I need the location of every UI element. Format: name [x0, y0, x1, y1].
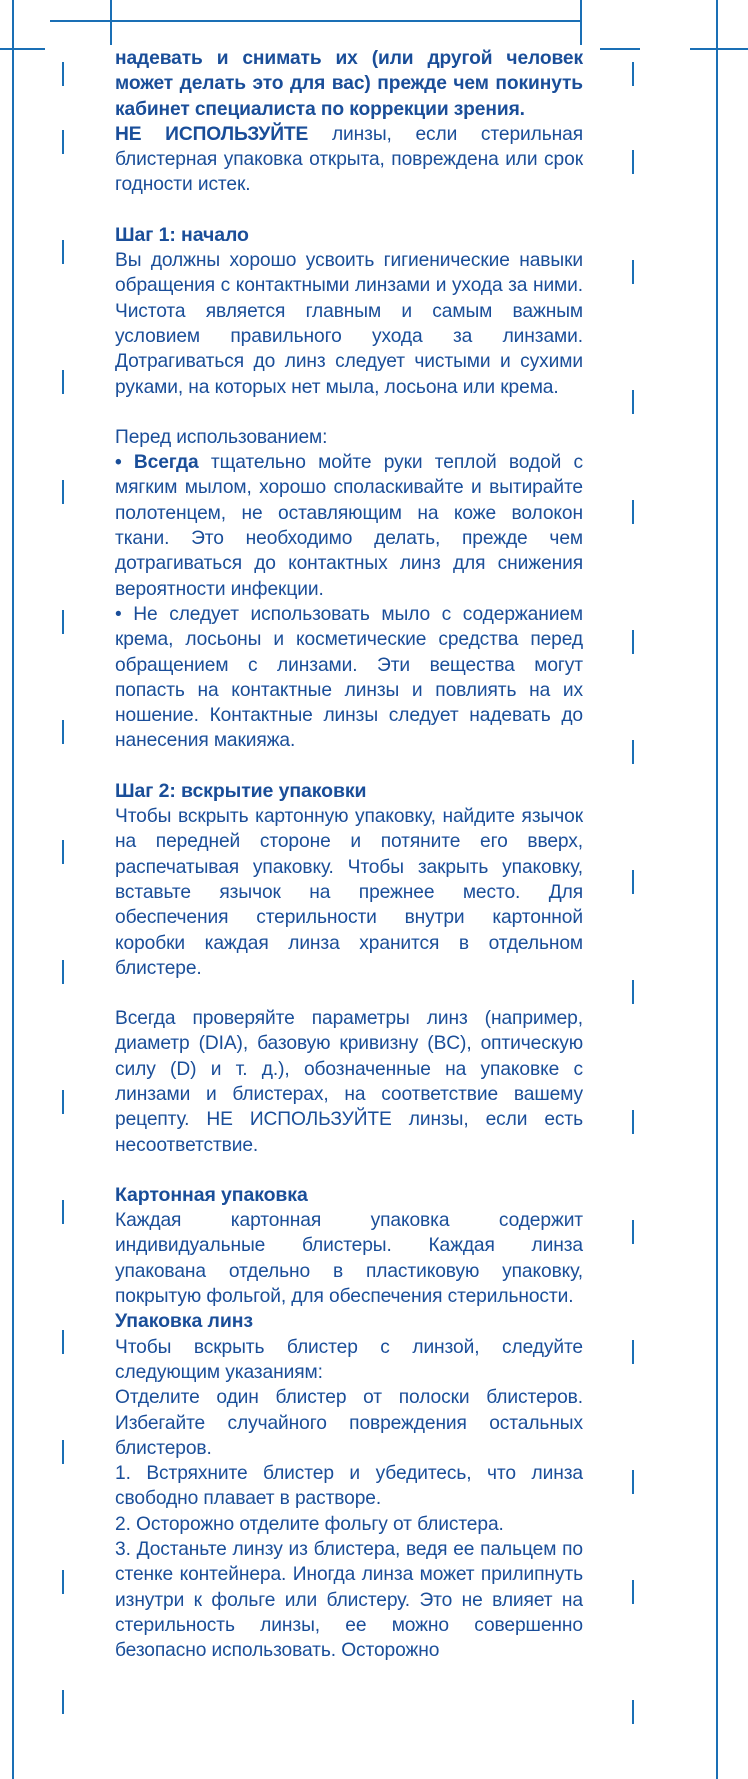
side-tick-left — [62, 1200, 64, 1224]
side-tick-right — [632, 1220, 634, 1244]
side-tick-left — [62, 1090, 64, 1114]
side-tick-right — [632, 500, 634, 524]
crop-mark-top-right-v — [580, 0, 582, 45]
lens-pack-step-3: 3. Достаньте линзу из блистера, ведя ее пальцем по стенке контейнера. Иногда линза может прилипнуть изнутри к фольге или блистеру. Это не влияет на стерильность линзы, ее можно совершенно безопасно использовать. Осторожно — [115, 1539, 583, 1662]
side-tick-right — [632, 630, 634, 654]
side-tick-right — [632, 390, 634, 414]
lens-pack-intro: Чтобы вскрыть блистер с линзой, следуйте следующим указаниям: — [115, 1336, 583, 1383]
carton-body: Каждая картонная упаковка содержит индивидуальные блистеры. Каждая линза упакована отдельно в пластиковую упаковку, покрытую фольгой, для обеспечения стерильности. — [115, 1210, 583, 1308]
step1-body: Вы должны хорошо усвоить гигиенические навыки обращения с контактными линзами и ухода за ними. Чистота является главным и самым важным условием правильного ухода за линзами. Дотрагиваться до линз следует чистыми и сухими руками, на которых нет мыла, лосьона или крема. — [115, 250, 583, 398]
step2-body: Чтобы вскрыть картонную упаковку, найдите язычок на передней стороне и потяните его вверх, распечатывая упаковку. Чтобы закрыть упаковку, вставьте язычок на прежнее место. Для обеспечения стерильности внутри картонной коробки каждая линза хранится в отдельном блистере. — [115, 806, 583, 979]
crop-mark-right-border — [716, 0, 718, 1779]
side-tick-right — [632, 1470, 634, 1494]
side-tick-left — [62, 370, 64, 394]
side-tick-right — [632, 1110, 634, 1134]
lens-pack-step-2: 2. Осторожно отделите фольгу от блистера. — [115, 1513, 504, 1535]
crop-mark-top-right — [600, 48, 640, 50]
warning-emphasis: НЕ ИСПОЛЬЗУЙТЕ — [115, 123, 309, 145]
side-tick-left — [62, 720, 64, 744]
side-tick-left — [62, 130, 64, 154]
intro-bold-paragraph: надевать и снимать их (или другой человек может делать это для вас) прежде чем покинуть кабинет специалиста по коррекции зрения. — [115, 48, 583, 120]
sterile-warning-paragraph: НЕ ИСПОЛЬЗУЙТЕ линзы, если стерильная блистерная упаковка открыта, повреждена или срок годности истек. — [115, 123, 583, 196]
step2-heading: Шаг 2: вскрытие упаковки — [115, 779, 367, 802]
side-tick-left — [62, 1570, 64, 1594]
side-tick-right — [632, 740, 634, 764]
lens-pack-separate: Отделите один блистер от полоски блистеров. Избегайте случайного повреждения остальных блистеров. — [115, 1387, 583, 1459]
side-tick-right — [632, 260, 634, 284]
side-tick-right — [632, 62, 634, 86]
side-tick-left — [62, 480, 64, 504]
crop-mark-top-left-v — [110, 0, 112, 45]
side-tick-left — [62, 1330, 64, 1354]
before-use-label: Перед использованием: — [115, 426, 328, 448]
side-tick-left — [62, 1690, 64, 1714]
crop-mark-top-left — [0, 48, 45, 50]
side-tick-left — [62, 840, 64, 864]
side-tick-right — [632, 150, 634, 174]
side-tick-left — [62, 610, 64, 634]
lens-pack-heading: Упаковка линз — [115, 1310, 253, 1333]
step2-check-paragraph: Всегда проверяйте параметры линз (например, диаметр (DIA), базовую кривизну (BC), оптическую силу (D) и т. д.), обозначенные на упаковке с линзами и блистерах, на соответствие вашему рецепту. НЕ ИСПОЛЬЗУЙТЕ линзы, если есть несоответствие. — [115, 1008, 583, 1156]
side-tick-right — [632, 1340, 634, 1364]
lens-pack-step-1: 1. Встряхните блистер и убедитесь, что линза свободно плавает в растворе. — [115, 1463, 583, 1510]
side-tick-left — [62, 62, 64, 86]
crop-mark-top-mid — [110, 20, 580, 22]
side-tick-left — [62, 240, 64, 264]
step1-bullet-1: • Всегда тщательно мойте руки теплой водой с мягким мылом, хорошо споласкивайте и вытирайте полотенцем, не оставляющим на коже волокон ткани. Это необходимо делать, прежде чем дотрагиваться до контактных линз для снижения вероятности инфекции. — [115, 452, 583, 600]
side-tick-right — [632, 1700, 634, 1724]
step1-heading: Шаг 1: начало — [115, 223, 249, 246]
step1-bullet-2: • Не следует использовать мыло с содержанием крема, лосьоны и косметические средства перед обращением с линзами. Эти вещества могут попасть на контактные линзы и повлиять на их ношение. Контактные линзы следует надевать до нанесения макияжа. — [115, 603, 583, 752]
side-tick-right — [632, 1580, 634, 1604]
crop-mark-top-left-2 — [50, 20, 110, 22]
text-column — [115, 46, 583, 1664]
crop-mark-left-border — [12, 0, 14, 1779]
side-tick-right — [632, 870, 634, 894]
side-tick-right — [632, 980, 634, 1004]
side-tick-left — [62, 1440, 64, 1464]
carton-heading: Картонная упаковка — [115, 1183, 308, 1206]
crop-mark-top-far-right — [690, 48, 748, 50]
side-tick-left — [62, 960, 64, 984]
